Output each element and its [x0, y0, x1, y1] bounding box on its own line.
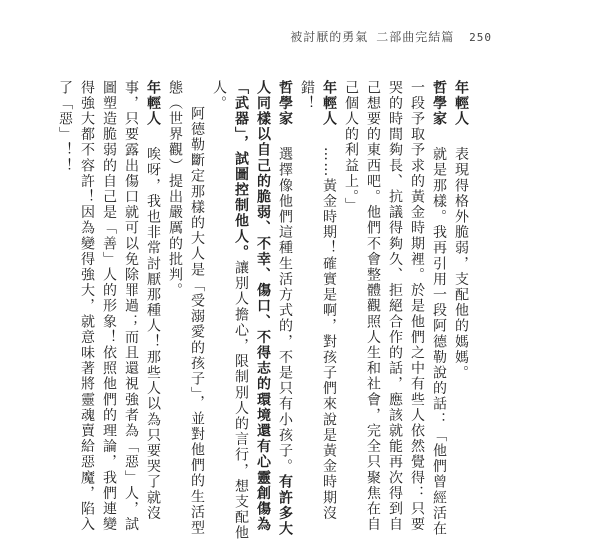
speaker-label: 哲學家 [431, 80, 447, 127]
paragraph [296, 80, 340, 542]
paragraph-text: 唉呀，我也非常討厭那種人！那些人以為只要哭了就沒事，只要露出傷口就可以免除罪過；而且還視強者為「惡」人，試圖塑造脆弱的自己是「善」人的形象！依照他們的理論，我們連變得強大都不容許！因為變得強大，就意味著將靈魂賣給惡魔，陷入了「惡」！！ [57, 80, 161, 533]
speaker-label: 年輕人 [453, 80, 469, 127]
body-text [57, 80, 472, 542]
paragraph-text: ……黃金時期！確實是啊，對孩子們來說是黃金時期沒錯！ [299, 80, 337, 522]
paragraph [340, 80, 450, 542]
paragraph-text: 表現得格外脆弱，支配他的媽媽。 [453, 146, 469, 381]
paragraph-text: 阿德勒斷定那樣的大人是「受溺愛的孩子」，並對他們的生活型態（世界觀）提出嚴厲的批判。 [167, 80, 205, 536]
chapter-title: 二部曲完結篇 [376, 30, 455, 44]
speaker-label: 年輕人 [145, 80, 161, 127]
speaker-label: 哲學家 [277, 80, 293, 127]
paragraph-text: 選擇像他們這種生活方式的，不是只有小孩子。 [277, 146, 293, 475]
paragraph [164, 80, 208, 542]
paragraph-text: 讓別人擔心，限制別人的言行，想支配他人。 [211, 80, 249, 542]
page-number: 250 [469, 31, 492, 44]
paragraph [208, 80, 296, 542]
running-header [290, 28, 492, 45]
paragraph-text: 就是那樣。我再引用一段阿德勒說的話：「他們曾經活在一段予取予求的黃金時期裡。於是他們之中有些人依然覺得：只要哭的時間夠長、抗議得夠久、拒絕合作的話，應該就能再次得到自己想要的東西吧。他們不會整體觀照人生和社會，完全只聚焦在自己個人的利益上。」 [343, 80, 447, 537]
book-title: 被討厭的勇氣 [290, 30, 369, 44]
paragraph [54, 80, 164, 542]
speaker-label: 年輕人 [321, 80, 337, 127]
paragraph [450, 80, 472, 542]
emphasized-text: 有許多大人同樣以自己的脆弱、不幸、傷口、不得志的環境還有心靈創傷為「武器」，試圖控制他人。 [233, 80, 293, 537]
